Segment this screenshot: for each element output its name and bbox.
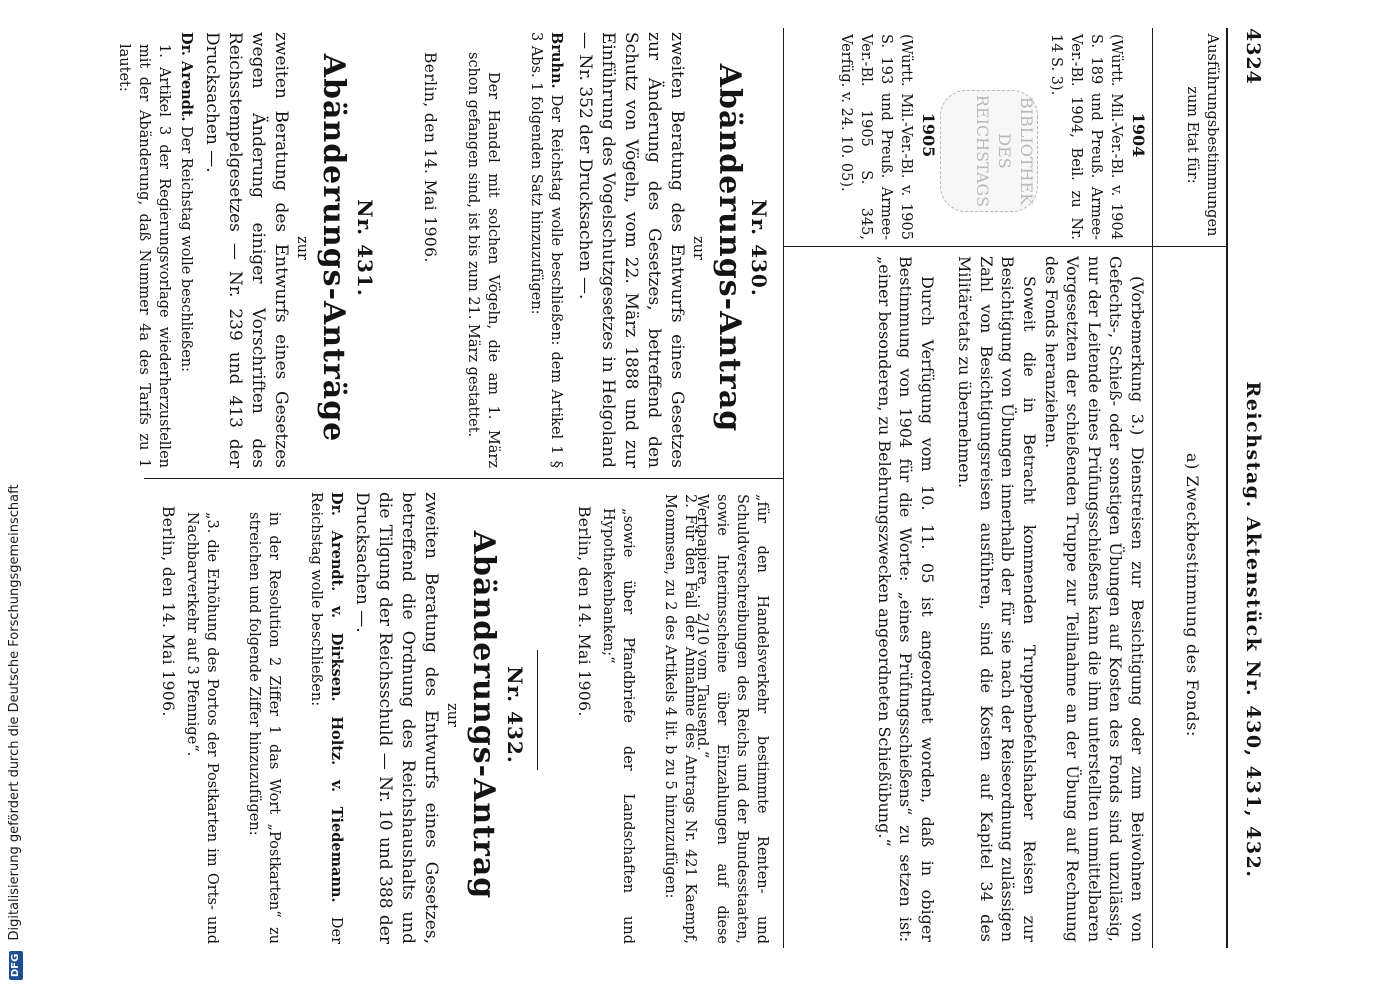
stamp-line-2: DES — [995, 133, 1014, 169]
table-left-header: Ausführungsbestimmungen zum Etat für: — [1184, 33, 1220, 237]
nr-430-motion — [526, 32, 566, 468]
nr-430-zur: zur — [690, 236, 706, 260]
column-divider — [144, 478, 784, 479]
year-1904: 1904 — [1129, 112, 1148, 158]
dfg-footer-text: Digitalisierung gefördert durch die Deutsche Forschungsgemeinschaft — [7, 484, 22, 941]
table-column-divider — [784, 246, 1228, 247]
nr-432-label: Nr. 432. — [503, 666, 527, 764]
rotated-page — [88, 0, 1308, 1000]
nr-430-text1: Der Reichstag wolle beschließen: — [548, 94, 564, 346]
year-1904-refs: (Württ. Mil.-Ver.-Bl. v. 1904 S. 189 und Preuß. Armee-Ver.-Bl. 1904, Beil. zu Nr. 14 S. 3). — [1048, 34, 1124, 240]
running-title: Reichstag. Aktenstück Nr. 430, 431, 432. — [1242, 381, 1264, 879]
nr-431-item1: 1. Artikel 3 der Regierungsvorlage wiederherzustellen mit der Abänderung, daß Nummer 4a des Tarifs zu 1 lautet: — [116, 44, 172, 468]
nr-430-date: Berlin, den 14. Mai 1906. — [421, 52, 439, 263]
table-right-header: a) Zweckbestimmung des Fonds: — [1183, 453, 1202, 737]
table-paragraph-3: Durch Verfügung vom 10. 11. 05 ist angeordnet worden, daß in obiger Bestimmung von 1904 für die Worte: „eines Prüfungsschießens“ zu setzen ist: „einer besonderen, zu Belehrungszwecken angeordneten Schießübung.“ — [875, 256, 937, 942]
nr-431-title: Abänderungs-Anträge — [316, 53, 351, 443]
nr-430-body: zweiten Beratung des Entwurfs eines Gesetzes zur Änderung des Gesetzes, betreffend den Schutz von Vögeln, vom 22. März 1888 und zur Einführung des Vogelschutzgesetzes in Helgoland — Nr. 352 der Drucksachen —. — [575, 32, 687, 468]
table-paragraph-2: Soweit die in Betracht kommenden Truppenbefehlshaber Reisen zur Besichtigung von Übungen innerhalb der für sie nach der Reiseordnung zulässigen Zahl von Besichtigungsreisen ausführen, sind die Kosten auf Kapitel 34 des Militäretats zu übernehmen. — [955, 256, 1039, 942]
nr-431-motion — [176, 32, 196, 468]
nr-431-item2-quote: „sowie über Pfandbriefe der Landschaften und Hypothekenbanken;“ — [600, 508, 636, 944]
nr-431-label: Nr. 431. — [353, 199, 377, 297]
nr-431-date: Berlin, den 14. Mai 1906. — [575, 506, 593, 717]
year-1905: 1905 — [919, 112, 938, 158]
nr-432-title: Abänderungs-Antrag — [466, 530, 501, 900]
nr-432-zur: zur — [444, 703, 460, 727]
table-paragraph-1: (Vorbemerkung 3.) Dienstreisen zur Besichtigung oder zum Beiwohnen von Gefechts-, Schieß- oder sonstigen Übungen auf Kosten des Fonds sind unzulässig, nur der Leitende eines Prüfungsschießens kann die ihm unterstellten unmittelbaren Vorgesetzten der schießenden Truppe zur Teilnahme an der Übung auf Rechnung des Fonds heranziehen. — [1042, 256, 1147, 942]
nr-432-text1: Der Reichstag wolle beschließen: — [308, 492, 344, 945]
nr-430-text3: Der Handel mit solchen Vögeln, die am 1. März schon gefangen sind, ist bis zum 21. März gestattet. — [465, 52, 501, 468]
nr-431-author: Dr. Arendt. — [178, 32, 195, 122]
table-header-rule — [1152, 28, 1153, 948]
section-rule — [783, 28, 784, 948]
stamp-line-3: REICHSTAGS — [973, 94, 992, 208]
year-1905-refs: (Württ. Mil.-Ver.-Bl. v. 1905 S. 193 und Preuß. Armee-Ver.-Bl. 1905 S. 345, Verfüg. v. 24. 10. 05). — [838, 34, 914, 240]
nr-432-date: Berlin, den 14. Mai 1906. — [159, 506, 177, 717]
dfg-logo: DFG — [9, 951, 23, 980]
nr-432-motion — [306, 492, 346, 944]
nr-430-author: Bruhn. — [548, 32, 565, 89]
page-number: 4324 — [1242, 28, 1264, 85]
stamp-line-1: BIBLIOTHEK — [1017, 96, 1036, 206]
library-stamp — [940, 90, 1038, 212]
nr-431-text1: Der Reichstag wolle beschließen: — [178, 126, 194, 373]
nr-432-text3: „3. die Erhöhung des Portos der Postkarten im Orts- und Nachbarverkehr auf 3 Pfennige“. — [184, 512, 220, 944]
dfg-footer — [1, 0, 31, 1000]
nr-431-body: zweiten Beratung des Entwurfs eines Gesetzes wegen Änderung einiger Vorschriften des Reichsstempelgesetzes — Nr. 239 und 413 der Drucksachen —. — [202, 32, 291, 468]
nr-431-item1-quote: „für den Handelsverkehr bestimmte Renten- und Schuldverschreibungen des Reichs und der Bundesstaaten, sowie Interimsscheine über Einzahlungen auf diese Wertpapiere. . . 2/10 vom Tausend.“ — [694, 494, 770, 944]
nr-430-label: Nr. 430. — [747, 199, 771, 297]
nr-432-body: zweiten Beratung des Entwurfs eines Gesetzes, betreffend die Ordnung des Reichshaushalts und die Tilgung der Reichsschuld — Nr. 10 und 388 der Drucksachen —. — [352, 492, 441, 944]
table-top-rule — [1226, 28, 1228, 948]
nr-431-zur: zur — [294, 236, 310, 260]
nr-430-title: Abänderungs-Antrag — [712, 63, 747, 433]
nr-430-text2: dem Artikel 1 § 3 Abs. 1 folgenden Satz hinzuzufügen: — [528, 32, 564, 469]
nr-432-author: Dr. Arendt. v. Dirksen. Holtz. v. Tiedemann. — [328, 492, 345, 903]
nr-431-item2: 2. Für den Fall der Annahme des Antrags Nr. 421 Kaempf, Mommsen, zu 2 des Artikels 4 lit. b zu 5 hinzuzufügen: — [662, 494, 698, 944]
nr-432-text2: in der Resolution 2 Ziffer 1 das Wort „Postkarten“ zu streichen und folgende Ziffer hinzuzufügen: — [246, 512, 282, 944]
separator-rule — [537, 650, 538, 770]
